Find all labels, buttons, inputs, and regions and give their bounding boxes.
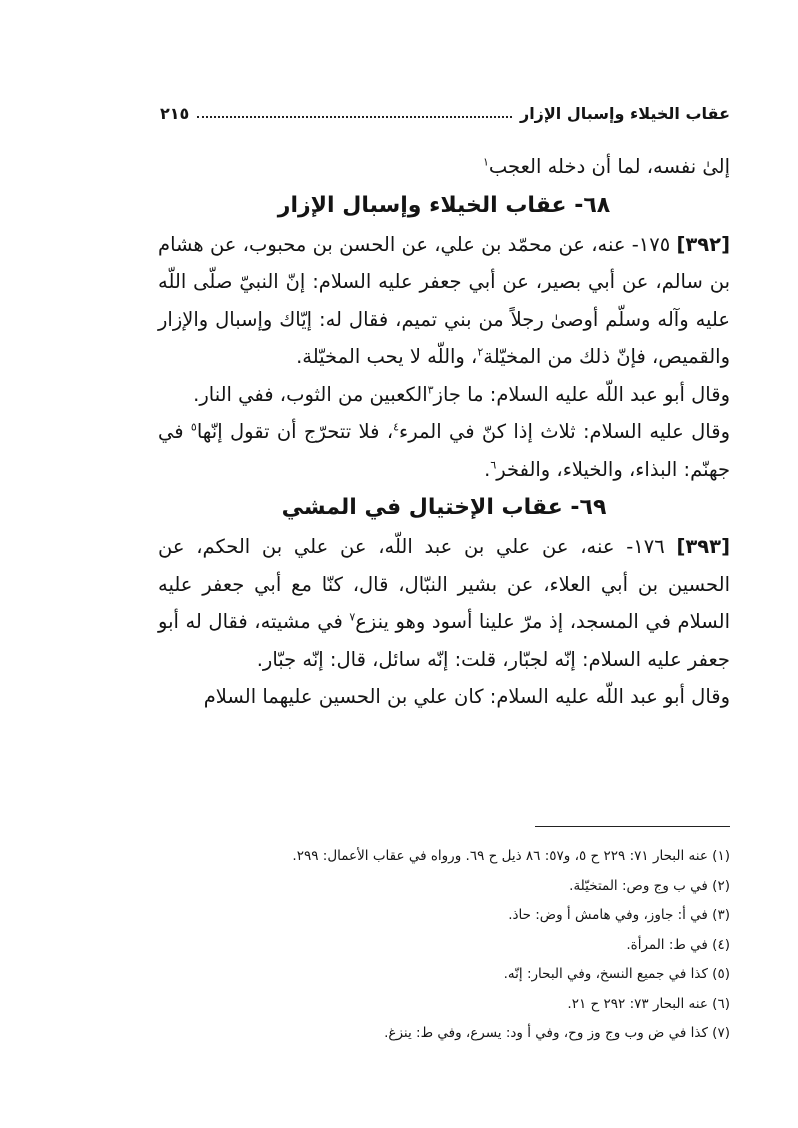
footnote-ref-2: ٢ — [477, 345, 484, 359]
footnotes — [200, 842, 730, 1049]
footnote-5: (٥) كذا في جميع النسخ، وفي البحار: إنّه. — [503, 966, 730, 982]
main-text — [158, 148, 730, 716]
footnote-ref-7: ٧ — [349, 610, 356, 624]
hadith-392-number: [٣٩٢] — [676, 232, 731, 256]
footnote-2: (٢) في ب وج وص: المتخيّلة. — [569, 877, 730, 894]
footnote-ref-5: ٥ — [190, 420, 197, 434]
footnote-1: (١) عنه البحار ٧١: ٢٢٩ ح ٥، و٥٧: ٨٦ ذيل ح ٦٩. ورواه في عقاب الأعمال: ٢٩٩. — [292, 848, 730, 864]
paragraph-4: وقال أبو عبد اللّه عليه السلام: كان علي بن الحسين عليهما السلام — [203, 685, 730, 708]
paragraph-3: وقال عليه السلام: ثلاث إذا كنّ في المرء$^٤$، فلا تتحرّج أن تقول إنّها$^٥$ في جهنّم: البذاء، والخيلاء، والفخر$^٦$. — [158, 420, 730, 481]
hadith-393-number: [٣٩٣] — [676, 535, 730, 558]
page-number: ٢١٥ — [160, 103, 190, 123]
header-dot-leader — [197, 116, 512, 118]
chapter-69-heading: ٦٩- عقاب الإختيال في المشي — [281, 495, 607, 520]
hadith-393: [٣٩٣] ١٧٦- عنه، عن علي بن عبد اللّه، عن علي بن الحكم، عن الحسين بن أبي العلاء، عن بشير النبّال، قال، كنّا مع أبي جعفر عليه السلام في المسجد، إذ مرّ علينا أسود وهو ينزع$^٧$ في مشيته، فقال له أبو جعفر عليه السلام: إنّه لجبّار، قلت: إنّه سائل، قال: إنّه جبّار. — [158, 535, 730, 671]
footnote-3: (٣) في أ: جاوز، وفي هامش أ وض: حاذ. — [508, 907, 730, 923]
header-title: عقاب الخيلاء وإسبال الإزار — [519, 103, 730, 123]
running-header — [160, 98, 730, 128]
continued-line: إلىٰ نفسه، لما أن دخله العجب$^١$ — [482, 155, 730, 178]
footnote-6: (٦) عنه البحار ٧٣: ٢٩٢ ح ٢١. — [567, 995, 730, 1012]
footnote-ref-1: ١ — [482, 155, 489, 169]
footnote-7: (٧) كذا في ض وب وج وز وح، وفي أ ود: يسرع، وفي ط: ينزغ. — [384, 1025, 730, 1041]
paragraph-2: وقال أبو عبد اللّه عليه السلام: ما جاز$^٣$الكعبين من الثوب، ففي النار. — [193, 382, 730, 406]
footnote-4: (٤) في ط: المرأة. — [626, 936, 730, 953]
hadith-392: [٣٩٢] ١٧٥- عنه، عن محمّد بن علي، عن الحسن بن محبوب، عن هشام بن سالم، عن أبي بصير، عن أبي جعفر عليه السلام: إنّ النبيّ صلّى اللّه عليه وآله وسلّم أوصىٰ رجلاً من بني تميم، فقال له: إيّاك وإسبال والإزار والقميص، فإنّ ذلك من المخيّلة$^٢$، واللّه لا يحب المخيّلة. — [158, 232, 731, 368]
footnote-ref-6: ٦ — [490, 458, 497, 471]
footnote-ref-4: ٤ — [393, 420, 400, 434]
footnote-ref-3: ٣ — [427, 383, 434, 396]
chapter-68-heading: ٦٨- عقاب الخيلاء وإسبال الإزار — [277, 192, 611, 218]
footnote-separator — [535, 826, 730, 827]
